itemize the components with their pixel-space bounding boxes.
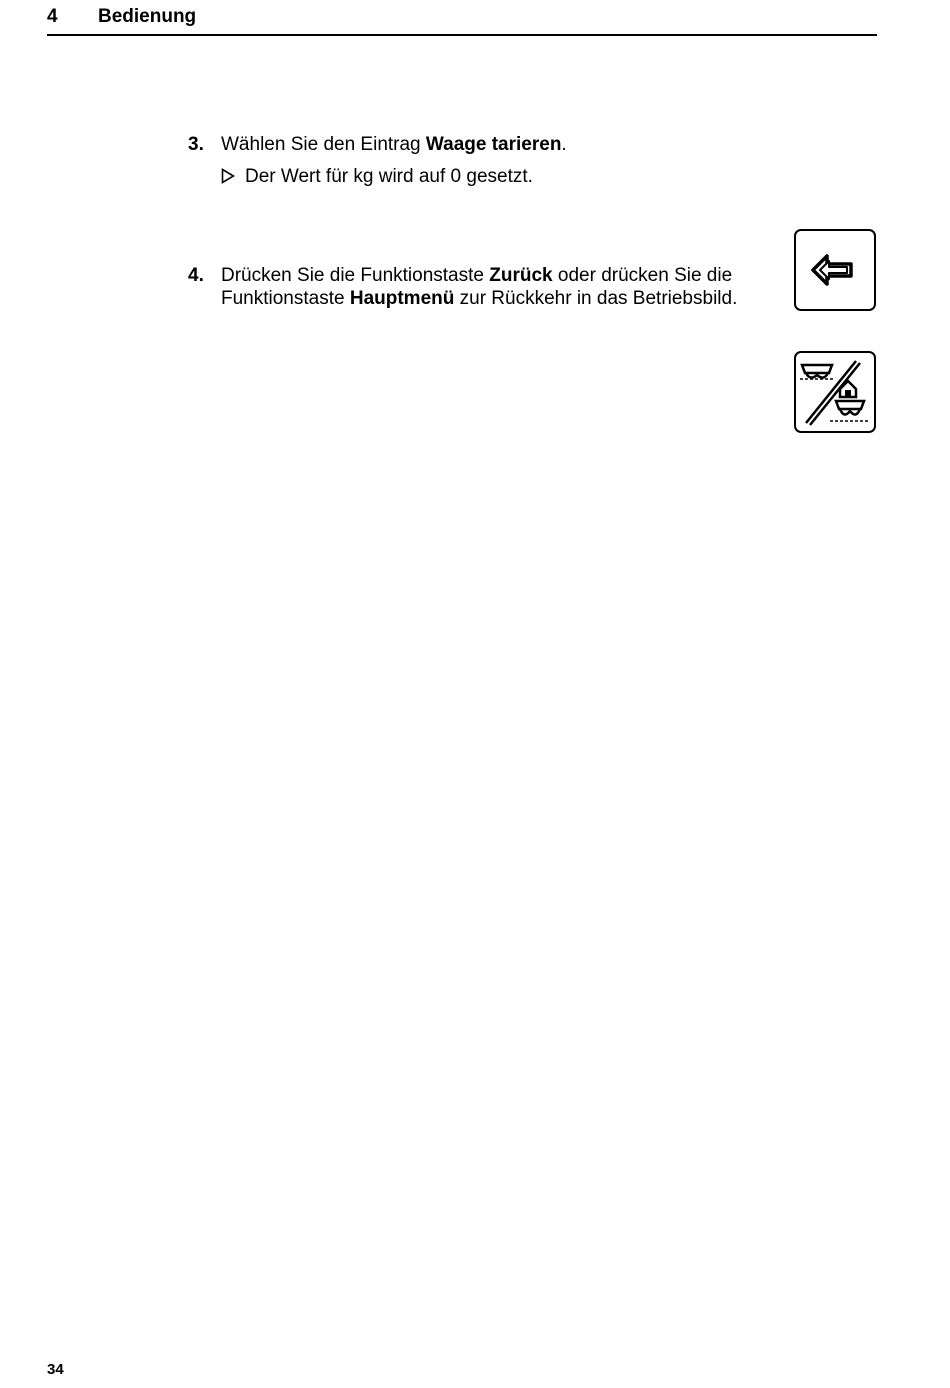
- chapter-number: 4: [47, 6, 58, 27]
- chapter-title: Bedienung: [98, 6, 197, 27]
- back-arrow-icon: [796, 231, 874, 309]
- step-text-part: Wählen Sie den Eintrag: [221, 134, 426, 155]
- main-menu-icon: [796, 353, 874, 431]
- step-text-part: Drücken Sie die Funktionstaste: [221, 265, 490, 286]
- step-text: [221, 264, 781, 310]
- step-text-part: oder drücken Sie die Funktionstaste: [221, 265, 733, 309]
- result-triangle-icon: [221, 168, 235, 184]
- step-number: 3.: [188, 134, 204, 155]
- entry-name-waage-tarieren: Waage tarieren: [425, 134, 562, 155]
- page-header: [47, 4, 877, 36]
- main-menu-key: [794, 351, 876, 433]
- page-number: 34: [47, 1361, 64, 1378]
- step-text-part: zur Rückkehr in das Betriebsbild.: [454, 288, 738, 309]
- step-text: [221, 133, 781, 156]
- key-name-zurueck: Zurück: [489, 265, 553, 286]
- key-name-hauptmenue: Hauptmenü: [349, 288, 455, 309]
- step-3-result: [221, 165, 533, 188]
- step-number: 4.: [188, 265, 204, 286]
- result-text: Der Wert für kg wird auf 0 gesetzt.: [245, 166, 533, 187]
- back-key: [794, 229, 876, 311]
- step-text-part: .: [561, 134, 567, 155]
